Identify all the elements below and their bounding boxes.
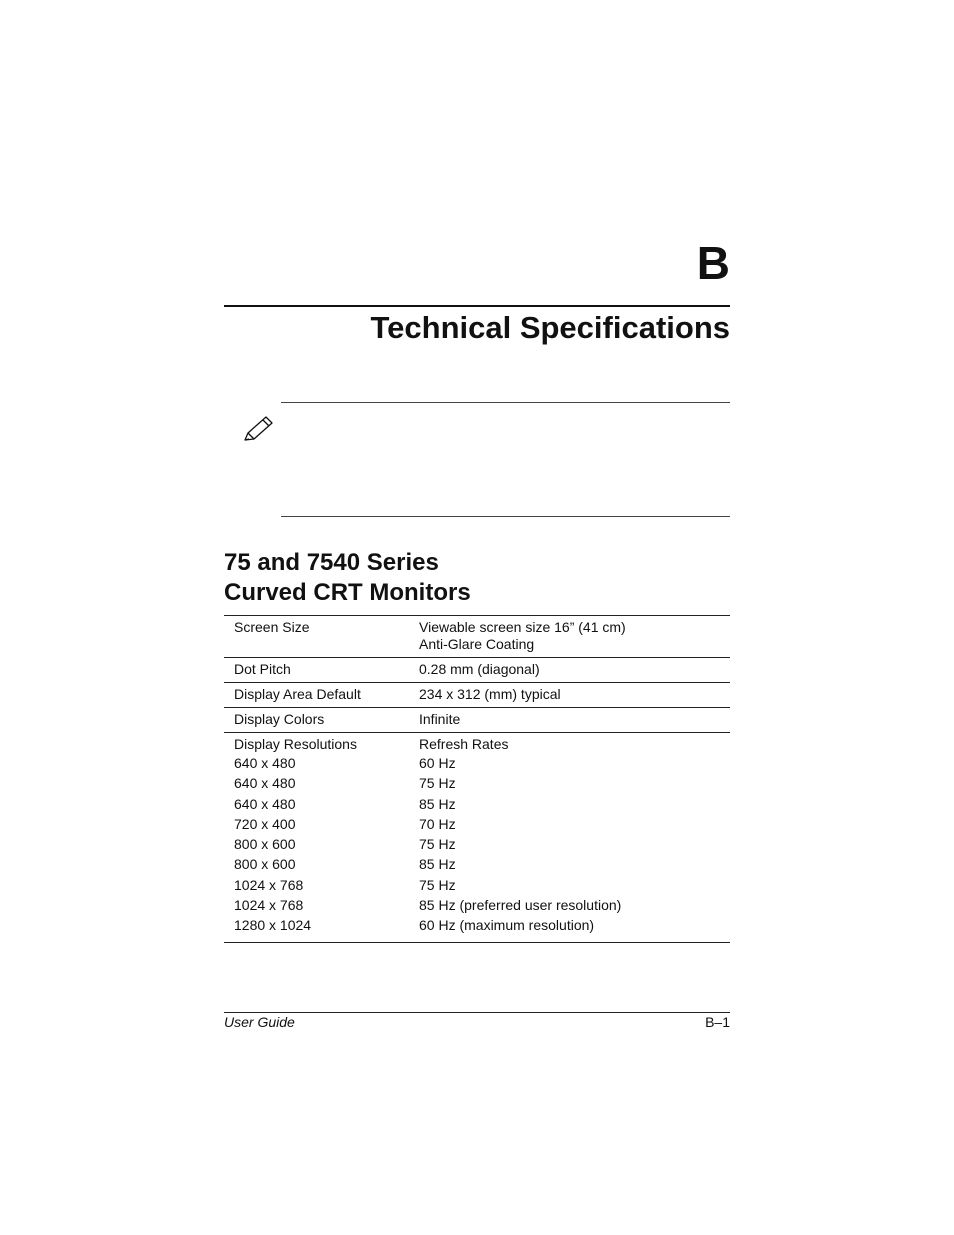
refresh-rate-value: 85 Hz [419, 856, 456, 873]
spec-label: Display Colors [234, 711, 325, 727]
spec-row-screen-size [224, 616, 730, 658]
spec-value [419, 619, 730, 653]
section-title-line-2: Curved CRT Monitors [224, 579, 471, 606]
resolution-value: 800 x 600 [234, 856, 296, 873]
spec-label: Display Area Default [234, 686, 361, 702]
footer-page-number: B–1 [705, 1014, 730, 1030]
section-title [224, 548, 471, 608]
resolution-row [224, 854, 730, 874]
spec-row-resolutions [224, 733, 730, 943]
note-bottom-rule [281, 516, 730, 517]
refresh-rate-value: 60 Hz [419, 755, 456, 771]
resolution-value: 640 x 480 [234, 755, 296, 771]
spec-value: 234 x 312 (mm) typical [419, 686, 561, 702]
refresh-rates-header: Refresh Rates [419, 736, 509, 752]
chapter-letter: B [696, 237, 730, 289]
pencil-note-icon [242, 414, 276, 444]
resolution-value: 1024 x 768 [234, 876, 304, 893]
chapter-rule [224, 305, 730, 307]
spec-table [224, 615, 730, 943]
resolution-row [224, 895, 730, 915]
resolution-value: 800 x 600 [234, 836, 296, 853]
refresh-rate-value: 75 Hz [419, 836, 456, 853]
resolution-value: 640 x 480 [234, 775, 296, 792]
refresh-rate-value: 75 Hz [419, 876, 456, 893]
spec-value: Infinite [419, 711, 461, 727]
resolution-row [224, 834, 730, 854]
spec-row-display-area [224, 683, 730, 708]
refresh-rate-value: 75 Hz [419, 775, 456, 792]
refresh-rate-value: 60 Hz (maximum resolution) [419, 917, 595, 934]
resolution-row [224, 875, 730, 895]
refresh-rate-value: 70 Hz [419, 815, 456, 832]
spec-label: Screen Size [234, 619, 310, 635]
resolution-value: 1280 x 1024 [234, 917, 312, 934]
spec-row-dot-pitch [224, 658, 730, 683]
resolution-row [224, 753, 730, 773]
spec-value-line-2: Anti-Glare Coating [419, 636, 535, 652]
refresh-rate-value: 85 Hz (preferred user resolution) [419, 897, 622, 914]
resolution-value: 720 x 400 [234, 815, 296, 832]
resolution-row [224, 773, 730, 793]
footer-guide-title: User Guide [224, 1014, 295, 1030]
resolution-value: 1024 x 768 [234, 897, 304, 914]
spec-value: 0.28 mm (diagonal) [419, 661, 540, 677]
resolutions-header [224, 735, 730, 753]
refresh-rate-value: 85 Hz [419, 795, 456, 812]
resolution-row [224, 794, 730, 814]
spec-label: Dot Pitch [234, 661, 291, 677]
spec-row-display-colors [224, 708, 730, 733]
section-title-line-1: 75 and 7540 Series [224, 549, 439, 576]
resolution-row [224, 915, 730, 935]
spec-value-line-1: Viewable screen size 16” (41 cm) [419, 619, 626, 635]
footer-rule [224, 1012, 730, 1013]
chapter-title: Technical Specifications [370, 310, 730, 345]
resolution-row [224, 814, 730, 834]
spec-label: Display Resolutions [234, 736, 357, 752]
resolution-value: 640 x 480 [234, 795, 296, 812]
note-top-rule [281, 402, 730, 403]
